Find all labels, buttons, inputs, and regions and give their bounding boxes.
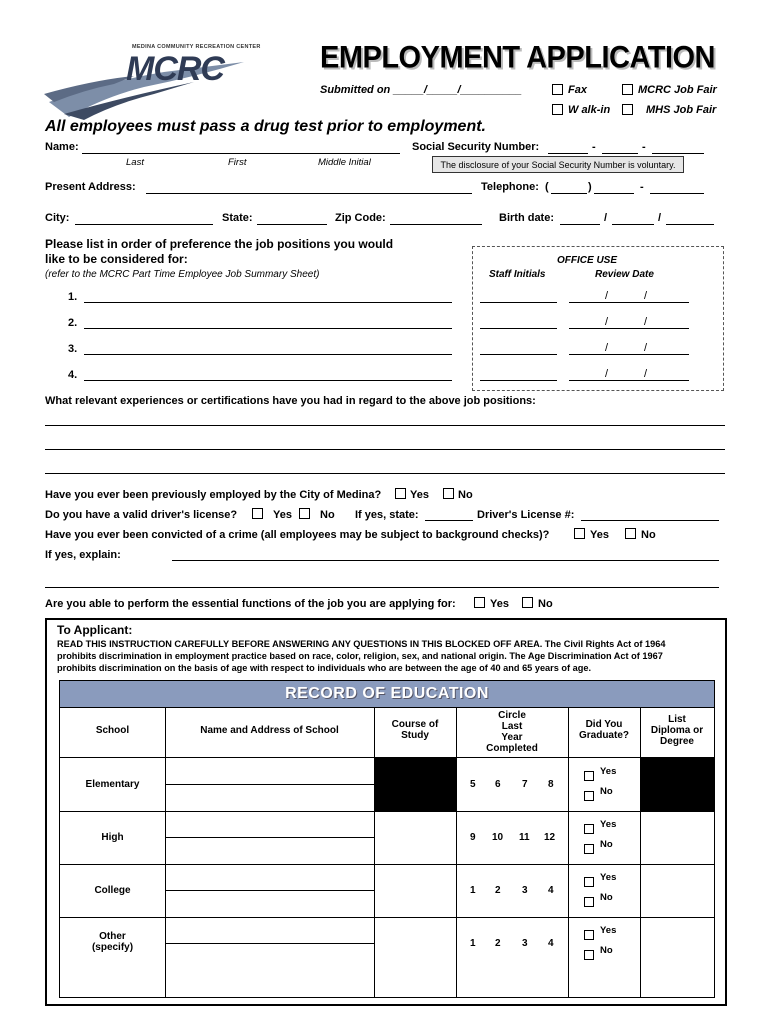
- ssn-dash: -: [642, 141, 646, 153]
- positions-heading-line2: like to be considered for:: [45, 252, 188, 266]
- position-4-input[interactable]: [84, 380, 452, 381]
- date-slash: /: [644, 368, 648, 380]
- date-slash: /: [605, 316, 609, 328]
- yes-label: Yes: [590, 529, 609, 541]
- graduate-no-label: No: [600, 892, 613, 903]
- staff-initials-4-input[interactable]: [480, 380, 557, 381]
- no-label: No: [320, 509, 335, 521]
- name-last-caption: Last: [126, 157, 144, 168]
- row-divider: [60, 864, 714, 865]
- position-number: 3.: [68, 343, 78, 355]
- drivers-license-question: Do you have a valid driver's license?: [45, 509, 238, 521]
- mhs-job-fair-checkbox[interactable]: [622, 104, 633, 115]
- graduate-yes-checkbox[interactable]: [584, 824, 594, 834]
- school-other: Other: [99, 931, 126, 942]
- experience-question: What relevant experiences or certifications have you had in regard to the above job positions:: [45, 395, 536, 407]
- position-number: 1.: [68, 291, 78, 303]
- employed-yes-checkbox[interactable]: [395, 488, 406, 499]
- submitted-on-label: Submitted on _____/_____/__________: [320, 84, 522, 96]
- year-option[interactable]: 4: [548, 938, 554, 949]
- staff-initials-1-input[interactable]: [480, 302, 557, 303]
- no-label: No: [538, 598, 553, 610]
- header-graduate: Graduate?: [578, 730, 629, 741]
- present-address-input[interactable]: [146, 193, 472, 194]
- ssn-disclosure-note: The disclosure of your Social Security Number is voluntary.: [432, 156, 684, 173]
- position-1-input[interactable]: [84, 302, 452, 303]
- convicted-question: Have you ever been convicted of a crime (all employees may be subject to background checks)?: [45, 529, 550, 541]
- birth-slash: /: [604, 212, 608, 224]
- year-option[interactable]: 1: [470, 938, 476, 949]
- applicant-text-line2: prohibits discrimination in employment practice based on race, color, religion, sex, and national origin. The Age Discrimination Act of 1967: [57, 651, 663, 661]
- col-divider: [165, 707, 166, 997]
- date-slash: /: [605, 368, 609, 380]
- applicant-text-line1: READ THIS INSTRUCTION CAREFULLY BEFORE ANSWERING ANY QUESTIONS IN THIS BLOCKED OFF AREA. The Civil Rights Act of 1964: [57, 639, 666, 649]
- license-yes-checkbox[interactable]: [252, 508, 263, 519]
- staff-initials-3-input[interactable]: [480, 354, 557, 355]
- birth-day-input[interactable]: [612, 224, 654, 225]
- col-divider: [374, 707, 375, 997]
- logo-brand: MCRC: [126, 50, 224, 88]
- employed-city-question: Have you ever been previously employed by the City of Medina?: [45, 489, 382, 501]
- year-option[interactable]: 4: [548, 885, 554, 896]
- name-label: Name:: [45, 141, 79, 153]
- year-option[interactable]: 10: [492, 832, 504, 843]
- year-option[interactable]: 12: [544, 832, 556, 843]
- position-3-input[interactable]: [84, 354, 452, 355]
- experience-line-3[interactable]: [45, 473, 725, 474]
- tel-prefix-input[interactable]: [594, 193, 634, 194]
- graduate-yes-label: Yes: [600, 925, 617, 936]
- graduate-no-label: No: [600, 945, 613, 956]
- license-no-checkbox[interactable]: [299, 508, 310, 519]
- staff-initials-header: Staff Initials: [489, 269, 546, 280]
- positions-note: (refer to the MCRC Part Time Employee Job Summary Sheet): [45, 269, 320, 280]
- positions-heading-line1: Please list in order of preference the job positions you would: [45, 237, 394, 251]
- essential-no-checkbox[interactable]: [522, 597, 533, 608]
- year-option[interactable]: 5: [470, 779, 476, 790]
- explain-label: If yes, explain:: [45, 549, 121, 561]
- graduate-yes-checkbox[interactable]: [584, 930, 594, 940]
- city-input[interactable]: [75, 224, 213, 225]
- essential-functions-question: Are you able to perform the essential functions of the job you are applying for:: [45, 598, 456, 610]
- mcrc-logo: [44, 42, 261, 122]
- year-option[interactable]: 1: [470, 885, 476, 896]
- school-college: College: [94, 885, 131, 896]
- applicant-heading: To Applicant:: [57, 623, 133, 637]
- row-divider: [60, 917, 714, 918]
- header-list: Degree: [660, 736, 694, 747]
- header-list: Diploma or: [650, 725, 704, 736]
- year-option[interactable]: 7: [522, 779, 528, 790]
- office-use-box: [472, 246, 724, 391]
- ssn-label: Social Security Number:: [412, 141, 540, 153]
- name-middle-caption: Middle Initial: [318, 157, 371, 168]
- year-option[interactable]: 2: [495, 938, 501, 949]
- zip-label: Zip Code:: [335, 212, 386, 224]
- city-label: City:: [45, 212, 70, 224]
- elementary-degree-blocked: [641, 758, 714, 811]
- telephone-label: Telephone:: [481, 181, 539, 193]
- fax-label: Fax: [568, 84, 587, 96]
- header-circle: Last: [501, 721, 523, 732]
- school-address-divider: [165, 943, 374, 944]
- ssn-dash: -: [592, 141, 596, 153]
- ssn-part2-input[interactable]: [602, 153, 638, 154]
- graduate-no-label: No: [600, 839, 613, 850]
- applicant-text-line3: prohibits discrimination on the basis of age with respect to individuals who are between the age of 40 and 65 years of age.: [57, 663, 592, 673]
- staff-initials-2-input[interactable]: [480, 328, 557, 329]
- birth-year-input[interactable]: [666, 224, 714, 225]
- header-course: Study: [401, 730, 429, 741]
- school-other-specify: (specify): [91, 942, 134, 953]
- review-date-header: Review Date: [595, 269, 654, 280]
- state-input[interactable]: [257, 224, 327, 225]
- walk-in-checkbox[interactable]: [552, 104, 563, 115]
- drug-test-notice: All employees must pass a drug test prior to employment.: [45, 118, 486, 135]
- date-slash: /: [644, 290, 648, 302]
- school-address-divider: [165, 784, 374, 785]
- tel-area-input[interactable]: [551, 193, 587, 194]
- review-date-1-input[interactable]: [569, 302, 689, 303]
- date-slash: /: [605, 290, 609, 302]
- row-divider: [60, 811, 714, 812]
- graduate-yes-label: Yes: [600, 766, 617, 777]
- name-first-caption: First: [228, 157, 247, 168]
- school-address-divider: [165, 890, 374, 891]
- year-option[interactable]: 9: [470, 832, 476, 843]
- ssn-part1-input[interactable]: [548, 153, 588, 154]
- school-address-divider: [165, 837, 374, 838]
- no-label: No: [458, 489, 473, 501]
- office-use-title: OFFICE USE: [557, 255, 618, 266]
- employed-no-checkbox[interactable]: [443, 488, 454, 499]
- review-date-4-input[interactable]: [569, 380, 689, 381]
- applicant-block: [45, 618, 727, 1006]
- header-graduate: Did You: [585, 719, 623, 730]
- birth-slash: /: [658, 212, 662, 224]
- experience-line-1[interactable]: [45, 425, 725, 426]
- no-label: No: [641, 529, 656, 541]
- experience-line-2[interactable]: [45, 449, 725, 450]
- license-state-input[interactable]: [425, 520, 473, 521]
- education-table: [59, 680, 715, 998]
- fax-checkbox[interactable]: [552, 84, 563, 95]
- mcrc-job-fair-checkbox[interactable]: [622, 84, 633, 95]
- mhs-job-fair-label: MHS Job Fair: [646, 104, 717, 116]
- graduate-no-checkbox[interactable]: [584, 950, 594, 960]
- header-name-address: Name and Address of School: [200, 725, 339, 736]
- review-date-3-input[interactable]: [569, 354, 689, 355]
- year-option[interactable]: 6: [495, 779, 501, 790]
- education-title: RECORD OF EDUCATION: [60, 681, 714, 708]
- walk-in-label: W alk-in: [568, 104, 611, 116]
- ssn-part3-input[interactable]: [652, 153, 704, 154]
- graduate-no-checkbox[interactable]: [584, 897, 594, 907]
- year-option[interactable]: 11: [519, 832, 530, 843]
- yes-label: Yes: [410, 489, 429, 501]
- birth-date-label: Birth date:: [499, 212, 554, 224]
- convicted-no-checkbox[interactable]: [625, 528, 636, 539]
- graduate-no-checkbox[interactable]: [584, 844, 594, 854]
- graduate-no-label: No: [600, 786, 613, 797]
- position-number: 2.: [68, 317, 78, 329]
- explain-input-2[interactable]: [45, 587, 719, 588]
- date-slash: /: [605, 342, 609, 354]
- header-course: Course of: [391, 719, 439, 730]
- year-option[interactable]: 3: [522, 885, 528, 896]
- page-title: EMPLOYMENT APPLICATION: [320, 40, 715, 76]
- date-slash: /: [644, 342, 648, 354]
- birth-month-input[interactable]: [560, 224, 600, 225]
- header-list: List: [668, 714, 686, 725]
- mcrc-job-fair-label: MCRC Job Fair: [638, 84, 717, 96]
- state-label: State:: [222, 212, 253, 224]
- present-address-label: Present Address:: [45, 181, 136, 193]
- license-number-label: Driver's License #:: [477, 509, 575, 521]
- graduate-no-checkbox[interactable]: [584, 791, 594, 801]
- year-option[interactable]: 2: [495, 885, 501, 896]
- explain-input-1[interactable]: [172, 560, 719, 561]
- yes-label: Yes: [490, 598, 509, 610]
- tel-paren-open: (: [545, 181, 549, 193]
- review-date-2-input[interactable]: [569, 328, 689, 329]
- school-high: High: [101, 832, 124, 843]
- graduate-yes-label: Yes: [600, 872, 617, 883]
- tel-paren-close: ): [588, 181, 592, 193]
- zip-input[interactable]: [390, 224, 482, 225]
- col-divider: [568, 707, 569, 997]
- if-yes-state-label: If yes, state:: [355, 509, 419, 521]
- graduate-yes-checkbox[interactable]: [584, 877, 594, 887]
- header-circle: Year: [501, 732, 523, 743]
- school-elementary: Elementary: [85, 779, 140, 790]
- logo-tagline: MEDINA COMMUNITY RECREATION CENTER: [132, 44, 261, 50]
- graduate-yes-checkbox[interactable]: [584, 771, 594, 781]
- yes-label: Yes: [273, 509, 292, 521]
- header-circle: Completed: [486, 743, 538, 754]
- essential-yes-checkbox[interactable]: [474, 597, 485, 608]
- position-number: 4.: [68, 369, 78, 381]
- position-2-input[interactable]: [84, 328, 452, 329]
- graduate-yes-label: Yes: [600, 819, 617, 830]
- date-slash: /: [644, 316, 648, 328]
- header-circle: Circle: [498, 710, 526, 721]
- col-divider: [640, 707, 641, 997]
- year-option[interactable]: 8: [548, 779, 554, 790]
- license-number-input[interactable]: [581, 520, 719, 521]
- name-input[interactable]: [82, 153, 400, 154]
- convicted-yes-checkbox[interactable]: [574, 528, 585, 539]
- tel-dash: -: [640, 181, 644, 193]
- tel-line-input[interactable]: [650, 193, 704, 194]
- year-option[interactable]: 3: [522, 938, 528, 949]
- header-school: School: [95, 725, 130, 736]
- elementary-course-blocked: [375, 758, 456, 811]
